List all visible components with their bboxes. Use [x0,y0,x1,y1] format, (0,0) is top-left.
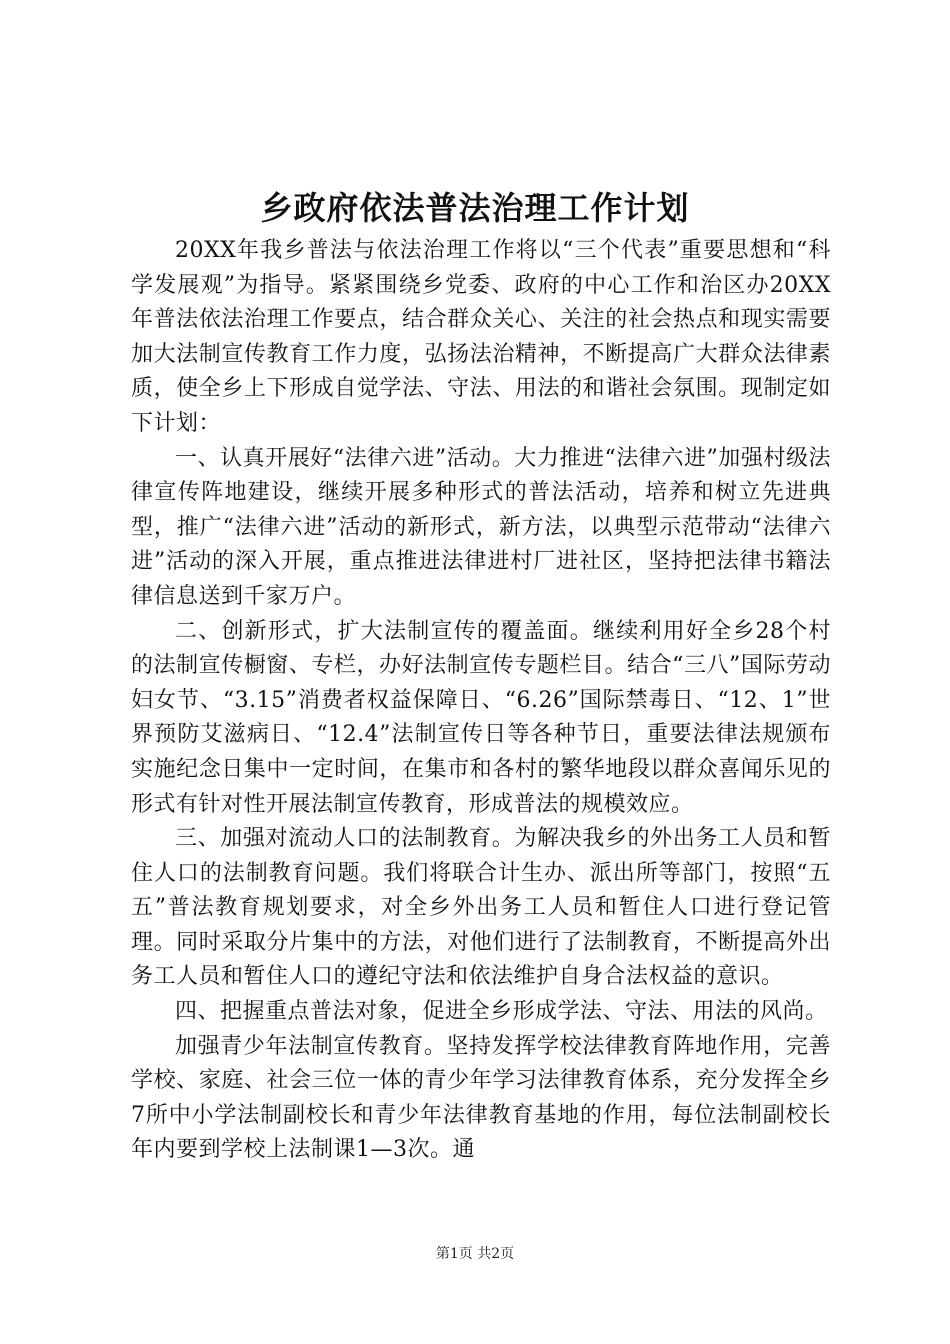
document-body [131,234,831,1168]
paragraph-section-2: 二、创新形式，扩大法制宣传的覆盖面。继续利用好全乡28个村的法制宣传橱窗、专栏，办好法制宣传专题栏目。结合“三八”国际劳动妇女节、“3.15”消费者权益保障日、“6.26”国际禁毒日、“12、1”世界预防艾滋病日、“12.4”法制宣传日等各种节日，重要法律法规颁布实施纪念日集中一定时间，在集市和各村的繁华地段以群众喜闻乐见的形式有针对性开展法制宣传教育，形成普法的规模效应。 [131,618,831,817]
paragraph-youth-education: 加强青少年法制宣传教育。坚持发挥学校法律教育阵地作用，完善学校、家庭、社会三位一体的青少年学习法律教育体系，充分发挥全乡7所中小学法制副校长和青少年法律教育基地的作用，每位法制副校长年内要到学校上法制课1—3次。通 [131,1033,831,1163]
paragraph-section-1: 一、认真开展好“法律六进”活动。大力推进“法律六进”加强村级法律宣传阵地建设，继续开展多种形式的普法活动，培养和树立先进典型，推广“法律六进”活动的新形式，新方法，以典型示范带动“法律六进”活动的深入开展，重点推进法律进村厂进社区，坚持把法律书籍法律信息送到千家万户。 [131,445,831,609]
paragraph-intro: 20XX年我乡普法与依法治理工作将以“三个代表”重要思想和“科学发展观”为指导。紧紧围绕乡党委、政府的中心工作和治区办20XX年普法依法治理工作要点，结合群众关心、关注的社会热点和现实需要加大法制宣传教育工作力度，弘扬法治精神，不断提高广大群众法律素质，使全乡上下形成自觉学法、守法、用法的和谐社会氛围。现制定如下计划： [131,238,831,436]
paragraph-section-3: 三、加强对流动人口的法制教育。为解决我乡的外出务工人员和暂住人口的法制教育问题。我们将联合计生办、派出所等部门，按照“五五”普法教育规划要求，对全乡外出务工人员和暂住人口进行登记管理。同时采取分片集中的方法，对他们进行了法制教育，不断提高外出务工人员和暂住人口的遵纪守法和依法维护自身合法权益的意识。 [131,826,831,990]
page-number-footer: 第1页 共2页 [435,1246,515,1262]
paragraph-section-4: 四、把握重点普法对象，促进全乡形成学法、守法、用法的风尚。 [175,999,828,1025]
document-title: 乡政府依法普法治理工作计划 [260,189,690,227]
